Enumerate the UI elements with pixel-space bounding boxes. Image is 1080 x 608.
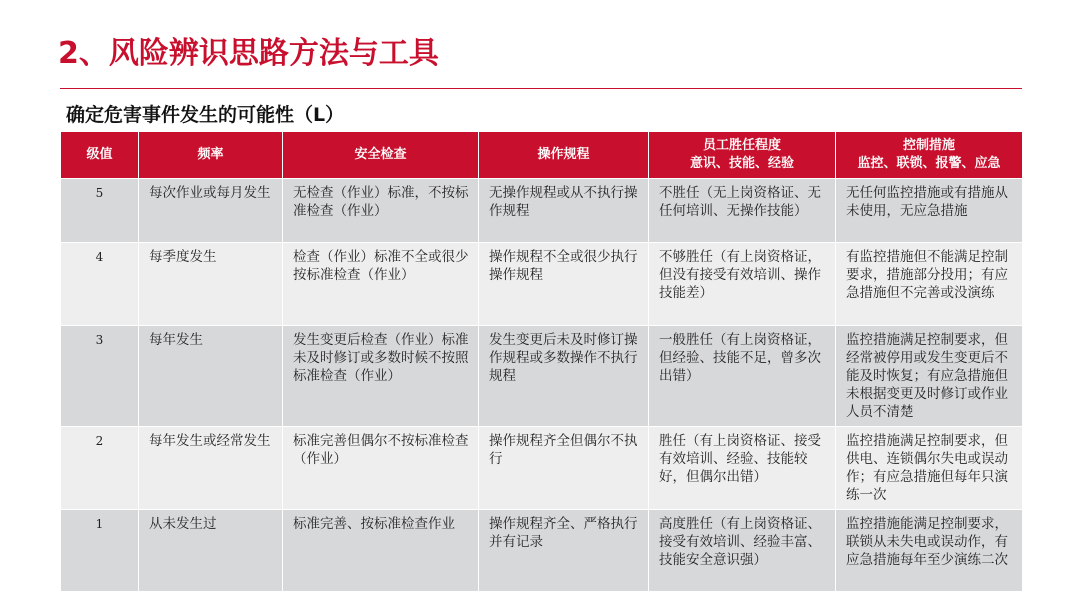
cell-level: 2 — [61, 427, 139, 510]
page-title: 2、风险辨识思路方法与工具 — [58, 36, 439, 71]
cell-control: 有监控措施但不能满足控制要求，措施部分投用；有应急措施但不完善或没演练 — [836, 243, 1023, 326]
cell-competence: 胜任（有上岗资格证、接受有效培训、经验、技能较好，但偶尔出错） — [649, 427, 836, 510]
cell-control: 无任何监控措施或有措施从未使用，无应急措施 — [836, 179, 1023, 243]
cell-control: 监控措施满足控制要求，但经常被停用或发生变更后不能及时恢复；有应急措施但未根据变更及时修订或作业人员不清楚 — [836, 326, 1023, 427]
cell-inspection: 标准完善但偶尔不按标准检查（作业） — [283, 427, 479, 510]
table-row — [61, 427, 1023, 510]
cell-inspection: 发生变更后检查（作业）标准未及时修订或多数时候不按照标准检查（作业） — [283, 326, 479, 427]
cell-frequency: 每季度发生 — [139, 243, 283, 326]
cell-frequency: 每次作业或每月发生 — [139, 179, 283, 243]
cell-level: 1 — [61, 510, 139, 592]
header-inspection: 安全检查 — [283, 132, 479, 179]
likelihood-table — [60, 131, 1023, 592]
table-row — [61, 510, 1023, 592]
cell-competence: 不够胜任（有上岗资格证，但没有接受有效培训、操作技能差） — [649, 243, 836, 326]
cell-procedure: 操作规程不全或很少执行操作规程 — [479, 243, 649, 326]
section-subtitle: 确定危害事件发生的可能性（L） — [66, 104, 345, 126]
cell-inspection: 标准完善、按标准检查作业 — [283, 510, 479, 592]
cell-procedure: 无操作规程或从不执行操作规程 — [479, 179, 649, 243]
table-header-row — [61, 132, 1023, 179]
cell-inspection: 检查（作业）标准不全或很少按标准检查（作业） — [283, 243, 479, 326]
header-level: 级值 — [61, 132, 139, 179]
table-row — [61, 326, 1023, 427]
cell-level: 3 — [61, 326, 139, 427]
cell-control: 监控措施能满足控制要求，联锁从未失电或误动作，有应急措施每年至少演练二次 — [836, 510, 1023, 592]
table-row — [61, 243, 1023, 326]
header-control: 控制措施 监控、联锁、报警、应急 — [836, 132, 1023, 179]
cell-frequency: 从未发生过 — [139, 510, 283, 592]
cell-procedure: 操作规程齐全、严格执行并有记录 — [479, 510, 649, 592]
header-procedure: 操作规程 — [479, 132, 649, 179]
header-competence: 员工胜任程度 意识、技能、经验 — [649, 132, 836, 179]
title-divider — [60, 88, 1022, 89]
cell-level: 5 — [61, 179, 139, 243]
cell-procedure: 发生变更后未及时修订操作规程或多数操作不执行规程 — [479, 326, 649, 427]
cell-frequency: 每年发生或经常发生 — [139, 427, 283, 510]
table-row — [61, 179, 1023, 243]
cell-frequency: 每年发生 — [139, 326, 283, 427]
cell-competence: 高度胜任（有上岗资格证、接受有效培训、经验丰富、技能安全意识强） — [649, 510, 836, 592]
cell-competence: 一般胜任（有上岗资格证，但经验、技能不足，曾多次出错） — [649, 326, 836, 427]
header-frequency: 频率 — [139, 132, 283, 179]
cell-level: 4 — [61, 243, 139, 326]
cell-procedure: 操作规程齐全但偶尔不执行 — [479, 427, 649, 510]
cell-control: 监控措施满足控制要求，但供电、连锁偶尔失电或误动作；有应急措施但每年只演练一次 — [836, 427, 1023, 510]
cell-inspection: 无检查（作业）标准，不按标准检查（作业） — [283, 179, 479, 243]
cell-competence: 不胜任（无上岗资格证、无任何培训、无操作技能） — [649, 179, 836, 243]
